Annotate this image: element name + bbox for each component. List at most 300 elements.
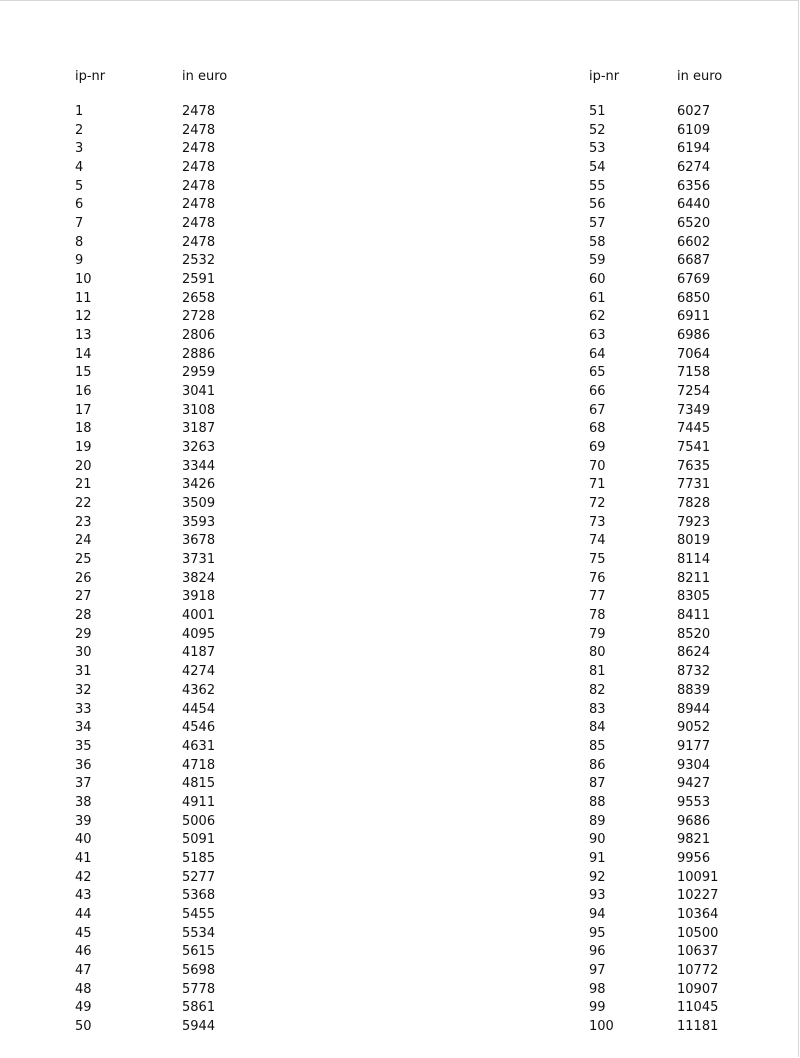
table-row — [589, 290, 722, 309]
right-table-header — [589, 68, 722, 86]
table-row — [589, 775, 722, 794]
euro-cell: 4546 — [182, 720, 216, 736]
table-row — [589, 234, 722, 253]
ip-nr-cell: 34 — [75, 720, 92, 736]
ip-nr-cell: 46 — [75, 944, 92, 960]
ip-nr-cell: 15 — [75, 365, 92, 381]
euro-cell: 2886 — [182, 346, 216, 362]
ip-nr-cell: 10 — [75, 272, 92, 288]
ip-nr-cell: 13 — [75, 328, 92, 344]
euro-cell: 9686 — [677, 813, 711, 829]
table-row — [589, 644, 722, 663]
table-row — [75, 626, 227, 645]
ip-nr-cell: 43 — [75, 888, 92, 904]
ip-nr-cell: 90 — [589, 832, 606, 848]
ip-nr-cell: 22 — [75, 496, 92, 512]
euro-cell: 3426 — [182, 477, 216, 493]
euro-cell: 8624 — [677, 645, 711, 661]
ip-nr-cell: 63 — [589, 328, 606, 344]
euro-cell: 10227 — [677, 888, 719, 904]
table-row — [589, 607, 722, 626]
ip-nr-cell: 4 — [75, 160, 84, 176]
euro-cell: 9956 — [677, 850, 711, 866]
ip-nr-cell: 48 — [75, 981, 92, 997]
ip-nr-cell: 1 — [75, 104, 84, 119]
ip-nr-cell: 31 — [75, 664, 92, 680]
ip-nr-cell: 62 — [589, 309, 606, 325]
table-row — [75, 252, 227, 271]
euro-cell: 8411 — [677, 608, 711, 624]
euro-cell: 4631 — [182, 738, 216, 754]
euro-cell: 3593 — [182, 514, 216, 530]
ip-nr-cell: 85 — [589, 738, 606, 754]
table-row — [75, 103, 227, 122]
euro-cell: 5006 — [182, 813, 216, 829]
euro-cell: 2478 — [182, 216, 216, 232]
ip-nr-cell: 82 — [589, 682, 606, 698]
ip-nr-cell: 97 — [589, 962, 606, 978]
table-row — [589, 140, 722, 159]
table-row — [75, 346, 227, 365]
table-row — [75, 532, 227, 551]
left-rows — [75, 103, 227, 1037]
ip-nr-cell: 36 — [75, 757, 92, 773]
table-row — [589, 757, 722, 776]
euro-cell: 7541 — [677, 440, 711, 456]
table-row — [75, 719, 227, 738]
table-row — [75, 738, 227, 757]
ip-nr-cell: 53 — [589, 141, 606, 157]
euro-cell: 10907 — [677, 981, 719, 997]
euro-cell: 7064 — [677, 346, 711, 362]
euro-cell: 4911 — [182, 794, 216, 810]
ip-nr-cell: 47 — [75, 962, 92, 978]
ipnr-header: ip-nr — [75, 69, 106, 84]
table-row — [75, 122, 227, 141]
table-row — [589, 122, 722, 141]
table-row — [75, 607, 227, 626]
ip-nr-cell: 19 — [75, 440, 92, 456]
table-row — [589, 701, 722, 720]
ip-nr-cell: 40 — [75, 832, 92, 848]
table-row — [589, 794, 722, 813]
euro-cell: 6602 — [677, 234, 711, 250]
euro-cell: 5185 — [182, 850, 216, 866]
table-row — [589, 383, 722, 402]
table-row — [589, 159, 722, 178]
ip-nr-cell: 25 — [75, 552, 92, 568]
ip-nr-cell: 95 — [589, 925, 606, 941]
ip-nr-cell: 12 — [75, 309, 92, 325]
euro-cell: 10364 — [677, 906, 719, 922]
ip-nr-cell: 45 — [75, 925, 92, 941]
euro-cell: 2728 — [182, 309, 216, 325]
table-row — [589, 999, 722, 1018]
table-row — [75, 439, 227, 458]
ip-nr-cell: 26 — [75, 570, 92, 586]
euro-cell: 3263 — [182, 440, 216, 456]
table-row — [75, 887, 227, 906]
table-row — [75, 925, 227, 944]
ip-nr-cell: 17 — [75, 402, 92, 418]
ip-nr-cell: 42 — [75, 869, 92, 885]
euro-cell: 3918 — [182, 589, 216, 605]
euro-cell: 5368 — [182, 888, 216, 904]
ip-nr-cell: 44 — [75, 906, 92, 922]
table-row — [589, 925, 722, 944]
table-row — [589, 738, 722, 757]
ip-nr-cell: 96 — [589, 944, 606, 960]
euro-header: in euro — [677, 69, 723, 84]
euro-cell: 5615 — [182, 944, 216, 960]
table-row — [589, 308, 722, 327]
euro-cell: 3344 — [182, 458, 216, 474]
table-row — [75, 775, 227, 794]
table-row — [589, 215, 722, 234]
ip-nr-cell: 56 — [589, 197, 606, 213]
ip-nr-cell: 94 — [589, 906, 606, 922]
table-row — [75, 757, 227, 776]
euro-cell: 11181 — [677, 1018, 719, 1034]
euro-cell: 6769 — [677, 272, 711, 288]
euro-cell: 8211 — [677, 570, 711, 586]
table-row — [75, 850, 227, 869]
table-row — [75, 234, 227, 253]
ip-nr-cell: 7 — [75, 216, 84, 232]
euro-cell: 10772 — [677, 962, 719, 978]
table-row — [589, 813, 722, 832]
table-row — [589, 1018, 722, 1037]
euro-cell: 9553 — [677, 794, 711, 810]
table-row — [589, 402, 722, 421]
ip-nr-cell: 83 — [589, 701, 606, 717]
euro-cell: 3187 — [182, 421, 216, 437]
table-row — [589, 570, 722, 589]
euro-cell: 7349 — [677, 402, 711, 418]
table-row — [75, 869, 227, 888]
ip-nr-cell: 87 — [589, 776, 606, 792]
ip-nr-cell: 75 — [589, 552, 606, 568]
euro-cell: 3509 — [182, 496, 216, 512]
ip-nr-cell: 84 — [589, 720, 606, 736]
table-row — [589, 495, 722, 514]
euro-cell: 5698 — [182, 962, 216, 978]
euro-cell: 7635 — [677, 458, 711, 474]
table-row — [589, 682, 722, 701]
ip-nr-cell: 14 — [75, 346, 92, 362]
table-row — [589, 906, 722, 925]
table-row — [589, 850, 722, 869]
euro-cell: 3824 — [182, 570, 216, 586]
table-row — [589, 981, 722, 1000]
ip-nr-cell: 100 — [589, 1018, 614, 1034]
ip-nr-cell: 86 — [589, 757, 606, 773]
table-row — [75, 140, 227, 159]
euro-cell: 3678 — [182, 533, 216, 549]
euro-cell: 10500 — [677, 925, 719, 941]
table-row — [589, 869, 722, 888]
ip-nr-cell: 54 — [589, 160, 606, 176]
euro-cell: 10637 — [677, 944, 719, 960]
ip-nr-cell: 24 — [75, 533, 92, 549]
table-row — [75, 831, 227, 850]
euro-cell: 8944 — [677, 701, 711, 717]
euro-cell: 2478 — [182, 122, 216, 138]
left-table — [75, 68, 227, 1037]
table-row — [75, 701, 227, 720]
euro-cell: 4362 — [182, 682, 216, 698]
euro-cell: 6194 — [677, 141, 711, 157]
table-row — [589, 439, 722, 458]
ip-nr-cell: 77 — [589, 589, 606, 605]
euro-cell: 5861 — [182, 1000, 216, 1016]
ip-nr-cell: 50 — [75, 1018, 92, 1034]
euro-cell: 8732 — [677, 664, 711, 680]
table-row — [75, 514, 227, 533]
ip-nr-cell: 5 — [75, 178, 84, 194]
ip-nr-cell: 8 — [75, 234, 84, 250]
ip-nr-cell: 76 — [589, 570, 606, 586]
euro-cell: 7828 — [677, 496, 711, 512]
ip-nr-cell: 80 — [589, 645, 606, 661]
table-row — [589, 196, 722, 215]
euro-cell: 4718 — [182, 757, 216, 773]
table-row — [75, 364, 227, 383]
table-row — [75, 308, 227, 327]
ip-nr-cell: 49 — [75, 1000, 92, 1016]
table-row — [75, 682, 227, 701]
euro-cell: 7923 — [677, 514, 711, 530]
table-row — [75, 962, 227, 981]
table-row — [589, 271, 722, 290]
ip-nr-cell: 28 — [75, 608, 92, 624]
ip-nr-cell: 33 — [75, 701, 92, 717]
euro-cell: 4001 — [182, 608, 216, 624]
ip-nr-cell: 57 — [589, 216, 606, 232]
right-rows — [589, 103, 722, 1037]
euro-cell: 6356 — [677, 178, 711, 194]
ip-nr-cell: 27 — [75, 589, 92, 605]
euro-cell: 5091 — [182, 832, 216, 848]
euro-cell: 11045 — [677, 1000, 719, 1016]
table-row — [589, 476, 722, 495]
ip-nr-cell: 21 — [75, 477, 92, 493]
table-row — [75, 999, 227, 1018]
euro-cell: 7731 — [677, 477, 711, 493]
ip-nr-cell: 38 — [75, 794, 92, 810]
table-row — [75, 495, 227, 514]
ip-nr-cell: 67 — [589, 402, 606, 418]
table-row — [589, 420, 722, 439]
euro-cell: 3108 — [182, 402, 216, 418]
euro-cell: 6274 — [677, 160, 711, 176]
table-row — [589, 514, 722, 533]
table-row — [589, 458, 722, 477]
euro-cell: 8520 — [677, 626, 711, 642]
ip-nr-cell: 79 — [589, 626, 606, 642]
ip-nr-cell: 60 — [589, 272, 606, 288]
table-row — [75, 402, 227, 421]
euro-cell: 2478 — [182, 197, 216, 213]
table-row — [589, 588, 722, 607]
table-row — [75, 458, 227, 477]
table-row — [75, 813, 227, 832]
table-row — [589, 327, 722, 346]
euro-cell: 7445 — [677, 421, 711, 437]
ip-nr-cell: 29 — [75, 626, 92, 642]
ip-nr-cell: 61 — [589, 290, 606, 306]
table-row — [75, 290, 227, 309]
table-row — [75, 476, 227, 495]
table-row — [589, 551, 722, 570]
ip-nr-cell: 37 — [75, 776, 92, 792]
table-row — [589, 831, 722, 850]
euro-cell: 6986 — [677, 328, 711, 344]
table-row — [589, 962, 722, 981]
ip-nr-cell: 88 — [589, 794, 606, 810]
table-row — [75, 794, 227, 813]
euro-cell: 3731 — [182, 552, 216, 568]
euro-cell: 5277 — [182, 869, 216, 885]
ip-nr-cell: 59 — [589, 253, 606, 269]
euro-cell: 6911 — [677, 309, 711, 325]
ip-nr-cell: 72 — [589, 496, 606, 512]
ip-nr-cell: 51 — [589, 104, 606, 119]
euro-cell: 7254 — [677, 384, 711, 400]
euro-cell: 9177 — [677, 738, 711, 754]
table-row — [75, 327, 227, 346]
euro-cell: 8019 — [677, 533, 711, 549]
euro-cell: 4815 — [182, 776, 216, 792]
euro-cell: 5455 — [182, 906, 216, 922]
ip-nr-cell: 70 — [589, 458, 606, 474]
euro-cell: 2478 — [182, 234, 216, 250]
euro-cell: 9052 — [677, 720, 711, 736]
euro-cell: 6109 — [677, 122, 711, 138]
table-row — [589, 719, 722, 738]
euro-cell: 5534 — [182, 925, 216, 941]
ip-nr-cell: 30 — [75, 645, 92, 661]
ip-nr-cell: 2 — [75, 122, 84, 138]
ip-nr-cell: 35 — [75, 738, 92, 754]
ip-nr-cell: 73 — [589, 514, 606, 530]
table-row — [75, 943, 227, 962]
ip-nr-cell: 98 — [589, 981, 606, 997]
table-row — [589, 364, 722, 383]
ip-nr-cell: 20 — [75, 458, 92, 474]
ip-nr-cell: 11 — [75, 290, 92, 306]
ip-nr-cell: 89 — [589, 813, 606, 829]
table-row — [589, 103, 722, 122]
ip-nr-cell: 18 — [75, 421, 92, 437]
ipnr-header: ip-nr — [589, 69, 620, 84]
table-row — [75, 906, 227, 925]
ip-nr-cell: 69 — [589, 440, 606, 456]
euro-cell: 2478 — [182, 141, 216, 157]
euro-cell: 10091 — [677, 869, 719, 885]
euro-cell: 6850 — [677, 290, 711, 306]
ip-nr-cell: 66 — [589, 384, 606, 400]
euro-cell: 8839 — [677, 682, 711, 698]
euro-cell: 6027 — [677, 104, 711, 119]
euro-cell: 4187 — [182, 645, 216, 661]
ip-nr-cell: 16 — [75, 384, 92, 400]
table-row — [75, 663, 227, 682]
ip-nr-cell: 93 — [589, 888, 606, 904]
table-row — [75, 215, 227, 234]
euro-cell: 7158 — [677, 365, 711, 381]
ip-nr-cell: 55 — [589, 178, 606, 194]
euro-cell: 4095 — [182, 626, 216, 642]
ip-nr-cell: 32 — [75, 682, 92, 698]
table-row — [75, 159, 227, 178]
euro-cell: 8114 — [677, 552, 711, 568]
table-row — [589, 532, 722, 551]
ip-nr-cell: 99 — [589, 1000, 606, 1016]
ip-nr-cell: 52 — [589, 122, 606, 138]
ip-nr-cell: 68 — [589, 421, 606, 437]
euro-cell: 9427 — [677, 776, 711, 792]
ip-nr-cell: 23 — [75, 514, 92, 530]
ip-nr-cell: 81 — [589, 664, 606, 680]
euro-cell: 5778 — [182, 981, 216, 997]
euro-cell: 2591 — [182, 272, 216, 288]
table-row — [589, 626, 722, 645]
euro-cell: 2478 — [182, 178, 216, 194]
euro-cell: 6440 — [677, 197, 711, 213]
euro-cell: 6520 — [677, 216, 711, 232]
table-row — [589, 943, 722, 962]
ip-nr-cell: 92 — [589, 869, 606, 885]
ip-nr-cell: 58 — [589, 234, 606, 250]
ip-nr-cell: 9 — [75, 253, 84, 269]
ip-nr-cell: 64 — [589, 346, 606, 362]
euro-header: in euro — [182, 69, 228, 84]
ip-nr-cell: 39 — [75, 813, 92, 829]
euro-cell: 6687 — [677, 253, 711, 269]
euro-cell: 2658 — [182, 290, 216, 306]
euro-cell: 4454 — [182, 701, 216, 717]
euro-cell: 8305 — [677, 589, 711, 605]
ip-nr-cell: 71 — [589, 477, 606, 493]
euro-cell: 5944 — [182, 1018, 216, 1034]
ip-nr-cell: 78 — [589, 608, 606, 624]
table-row — [75, 196, 227, 215]
euro-cell: 9821 — [677, 832, 711, 848]
table-row — [75, 551, 227, 570]
ip-nr-cell: 65 — [589, 365, 606, 381]
euro-cell: 3041 — [182, 384, 216, 400]
table-row — [589, 663, 722, 682]
table-row — [75, 588, 227, 607]
euro-cell: 2959 — [182, 365, 216, 381]
table-row — [589, 887, 722, 906]
ip-nr-cell: 74 — [589, 533, 606, 549]
table-row — [75, 178, 227, 197]
euro-cell: 4274 — [182, 664, 216, 680]
euro-cell: 2532 — [182, 253, 216, 269]
right-table — [589, 68, 722, 1037]
table-row — [75, 420, 227, 439]
table-row — [75, 570, 227, 589]
euro-cell: 2478 — [182, 104, 216, 119]
table-row — [75, 644, 227, 663]
euro-cell: 9304 — [677, 757, 711, 773]
left-table-header — [75, 68, 227, 86]
ip-nr-cell: 6 — [75, 197, 84, 213]
table-row — [75, 1018, 227, 1037]
table-row — [75, 981, 227, 1000]
